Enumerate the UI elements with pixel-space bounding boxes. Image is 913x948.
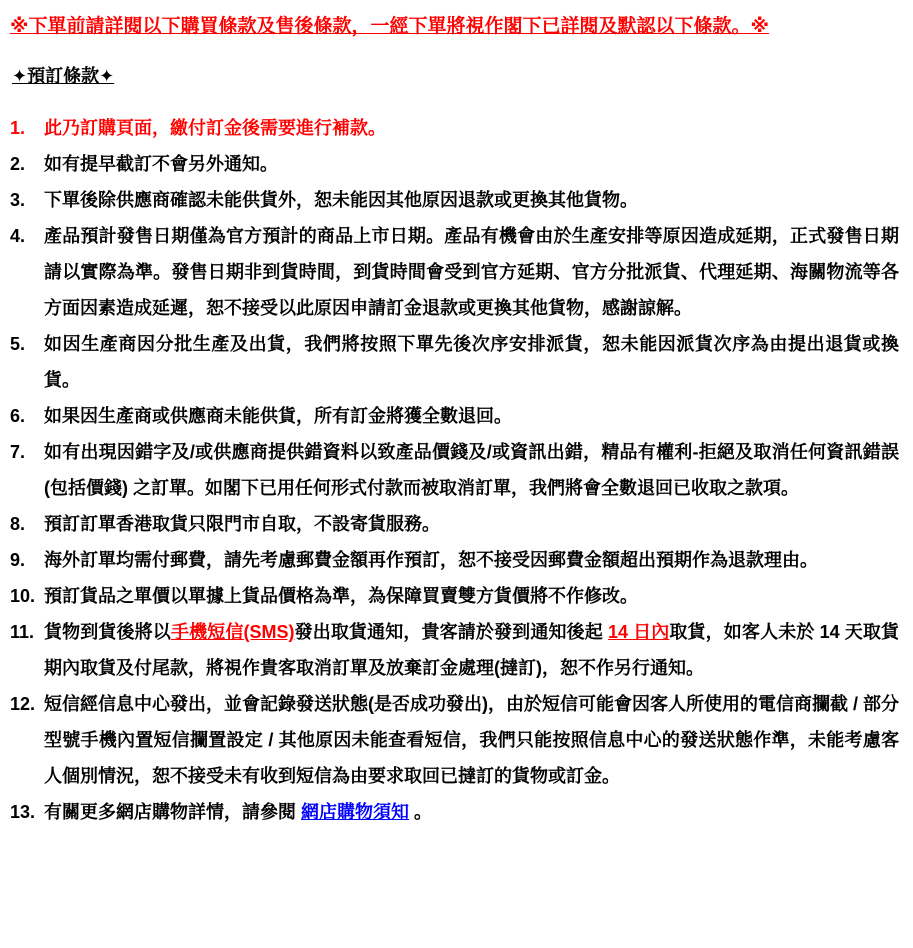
term-item-13 bbox=[10, 794, 899, 830]
term-number: 8. bbox=[10, 514, 26, 535]
term-item-9 bbox=[10, 542, 899, 578]
term-text bbox=[44, 146, 899, 182]
term-item-11 bbox=[10, 614, 899, 686]
text-segment: 短信經信息中心發出，並會記錄發送狀態(是否成功發出)，由於短信可能會因客人所使用的電信商攔截 / 部分型號手機內置短信攔置設定 / 其他原因未能查看短信，我們只能按照信息中心的發送狀態作準，未能考慮客人個別情況，恕不接受未有收到短信為由要求取回已撻訂的貨物或訂金。 bbox=[44, 694, 899, 787]
term-number: 10. bbox=[10, 586, 36, 607]
term-number: 4. bbox=[10, 226, 26, 247]
text-segment: 海外訂單均需付郵費，請先考慮郵費金額再作預訂，恕不接受因郵費金額超出預期作為退款理由。 bbox=[44, 550, 818, 571]
term-text bbox=[44, 182, 899, 218]
text-segment: 如果因生產商或供應商未能供貨，所有訂金將獲全數退回。 bbox=[44, 406, 512, 427]
section-heading: ✦預訂條款✦ bbox=[12, 66, 115, 87]
text-segment: 發出取貨通知，貴客請於發到通知後起 bbox=[294, 622, 608, 643]
highlight-text: 14 日內 bbox=[607, 622, 670, 643]
term-text bbox=[44, 614, 899, 686]
term-item-5 bbox=[10, 326, 899, 398]
term-number: 2. bbox=[10, 154, 26, 175]
term-item-8 bbox=[10, 506, 899, 542]
highlight-text: 手機短信(SMS) bbox=[170, 622, 295, 643]
text-segment: 預訂訂單香港取貨只限門市自取，不設寄貨服務。 bbox=[44, 514, 440, 535]
term-text bbox=[44, 326, 899, 398]
text-segment: 如因生產商因分批生產及出貨，我們將按照下單先後次序安排派貨，恕未能因派貨次序為由提出退貨或換貨。 bbox=[44, 334, 899, 391]
term-text bbox=[44, 110, 899, 146]
text-segment: 。 bbox=[409, 802, 433, 823]
text-segment: 貨物到貨後將以 bbox=[44, 622, 171, 643]
text-segment: 預訂貨品之單價以單據上貨品價格為準，為保障買賣雙方貨價將不作修改。 bbox=[44, 586, 638, 607]
text-segment: 有關更多網店購物詳情，請參閱 bbox=[44, 802, 301, 823]
term-item-4 bbox=[10, 218, 899, 326]
shop-guide-link[interactable]: 網店購物須知 bbox=[301, 802, 409, 823]
terms-list bbox=[10, 110, 899, 830]
text-segment: 取貨，如客人未於 14 天取貨期內取貨及付尾款，將視作貴客取消訂單及放棄訂金處理(撻訂)，恕不作另行通知。 bbox=[44, 622, 900, 679]
term-text bbox=[44, 398, 899, 434]
term-text bbox=[44, 542, 899, 578]
text-segment: 產品預計發售日期僅為官方預計的商品上市日期。產品有機會由於生產安排等原因造成延期，正式發售日期請以實際為準。發售日期非到貨時間，到貨時間會受到官方延期、官方分批派貨、代理延期、海關物流等各方面因素造成延遲，恕不接受以此原因申請訂金退款或更換其他貨物，感謝諒解。 bbox=[44, 226, 899, 319]
text-segment: 如有出現因錯字及/或供應商提供錯資料以致產品價錢及/或資訊出錯，精品有權利-拒絕及取消任何資訊錯誤(包括價錢) 之訂單。如閣下已用任何形式付款而被取消訂單，我們將會全數退回已收取之款項。 bbox=[44, 442, 899, 499]
term-number: 7. bbox=[10, 442, 26, 463]
term-item-1 bbox=[10, 110, 899, 146]
term-number: 6. bbox=[10, 406, 26, 427]
term-text bbox=[44, 794, 899, 830]
term-number: 5. bbox=[10, 334, 26, 355]
term-item-2 bbox=[10, 146, 899, 182]
term-number: 11. bbox=[10, 622, 35, 643]
term-text bbox=[44, 434, 899, 506]
term-number: 1. bbox=[10, 118, 26, 139]
text-segment: 下單後除供應商確認未能供貨外，恕未能因其他原因退款或更換其他貨物。 bbox=[44, 190, 638, 211]
term-item-7 bbox=[10, 434, 899, 506]
term-item-10 bbox=[10, 578, 899, 614]
term-text bbox=[44, 578, 899, 614]
term-item-3 bbox=[10, 182, 899, 218]
text-segment: 如有提早截訂不會另外通知。 bbox=[44, 154, 278, 175]
term-number: 3. bbox=[10, 190, 26, 211]
term-text bbox=[44, 506, 899, 542]
term-text bbox=[44, 218, 899, 326]
term-text bbox=[44, 686, 899, 794]
term-number: 12. bbox=[10, 694, 36, 715]
term-number: 13. bbox=[10, 802, 36, 823]
term-item-12 bbox=[10, 686, 899, 794]
term-number: 9. bbox=[10, 550, 26, 571]
text-segment: 此乃訂購頁面，繳付訂金後需要進行補款。 bbox=[44, 118, 386, 139]
term-item-6 bbox=[10, 398, 899, 434]
page-title: ※下單前請詳閱以下購買條款及售後條款，一經下單將視作閣下已詳閱及默認以下條款。※ bbox=[10, 16, 769, 37]
